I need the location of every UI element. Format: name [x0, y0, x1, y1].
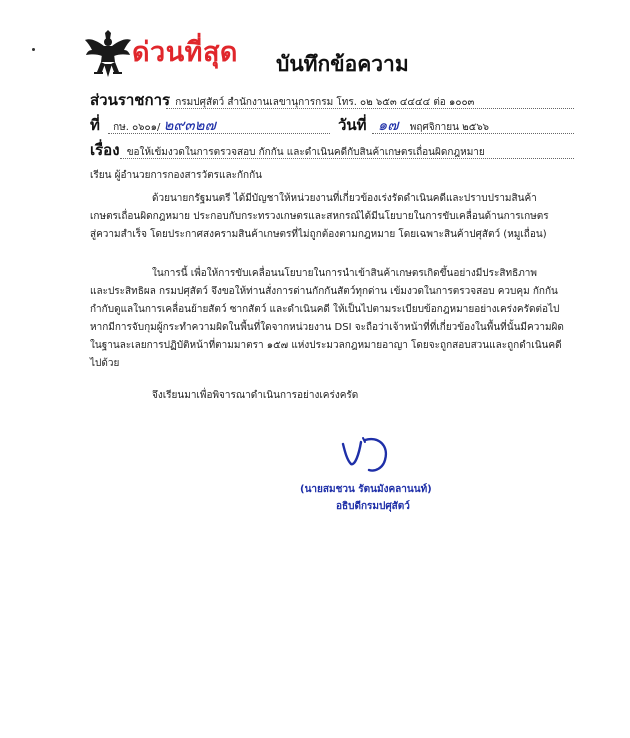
paragraph-1-line: สู่ความสำเร็จ โดยประกาศสงครามสินค้าเกษตรที่ไม่ถูกต้องตามกฎหมาย โดยเฉพาะสินค้าปศุสัตว์ (หมูเถื่อน): [90, 229, 547, 240]
department-dotted-line: [166, 108, 574, 109]
paragraph-2-line: ไปด้วย: [90, 358, 120, 369]
memo-header: [84, 30, 604, 82]
subject-value: ขอให้เข้มงวดในการตรวจสอบ กักกัน และดำเนินคดีกับสินค้าเกษตรเถื่อนผิดกฎหมาย: [126, 147, 485, 158]
reference-row: [90, 115, 216, 135]
paragraph-2: [90, 265, 612, 373]
subject-dotted-line: [120, 158, 574, 159]
subject-row: [90, 140, 485, 160]
salutation: เรียน ผู้อำนวยการกองสารวัตรและกักกัน: [90, 170, 262, 181]
paragraph-2-line: ในการนี้ เพื่อให้การขับเคลื่อนนโยบายในการนำเข้าสินค้าเกษตรเกิดขึ้นอย่างมีประสิทธิภาพ: [152, 268, 537, 279]
urgency-stamp: ด่วนที่สุด: [132, 37, 238, 68]
department-row: [90, 90, 474, 110]
scan-speck: [32, 48, 35, 51]
paragraph-2-line: กำกับดูแลในการเคลื่อนย้ายสัตว์ ซากสัตว์ และดำเนินคดี ให้เป็นไปตามระเบียบข้อกฎหมายอย่างเคร่งครัดต่อไป: [90, 304, 560, 315]
memo-title: บันทึกข้อความ: [276, 52, 409, 76]
date-label: วันที่: [338, 116, 367, 134]
date-dotted-line: [372, 133, 574, 134]
reference-prefix: กษ. ๐๖๐๑/: [113, 122, 161, 133]
paragraph-2-line: ในฐานละเลยการปฏิบัติหน้าที่ตามมาตรา ๑๕๗ แห่งประมวลกฎหมายอาญา โดยจะถูกสอบสวนและถูกดำเนินคดี: [90, 340, 562, 351]
handwritten-signature: [335, 430, 415, 480]
signatory-position: อธิบดีกรมปศุสัตว์: [336, 501, 410, 512]
date-row: [338, 115, 489, 135]
subject-label: เรื่อง: [90, 141, 120, 159]
reference-dotted-line: [108, 133, 330, 134]
paragraph-1: [90, 190, 612, 244]
date-month-year: พฤศจิกายน ๒๕๖๖: [409, 122, 490, 133]
department-label: ส่วนราชการ: [90, 91, 171, 109]
department-value: กรมปศุสัตว์ สำนักงานเลขานุการกรม โทร. ๐๒ ๖๕๓ ๔๔๔๔ ต่อ ๑๐๐๓: [175, 97, 475, 108]
signatory-name: (นายสมชวน รัตนมังคลานนท์): [300, 484, 432, 495]
garuda-emblem-icon: [84, 30, 132, 78]
closing-line: จึงเรียนมาเพื่อพิจารณาดำเนินการอย่างเคร่งครัด: [152, 390, 359, 401]
paragraph-2-line: หากมีการจับกุมผู้กระทำความผิดในพื้นที่ใดจากหน่วยงาน DSI จะถือว่าเจ้าหน้าที่ที่เกี่ยวข้องในพื้นที่นั้นมีความผิด: [90, 322, 564, 333]
reference-label: ที่: [90, 116, 100, 134]
paragraph-2-line: และประสิทธิผล กรมปศุสัตว์ จึงขอให้ท่านสั่งการด่านกักกันสัตว์ทุกด่าน เข้มงวดในการตรวจสอบ ควบคุม กักกัน: [90, 286, 558, 297]
paragraph-1-line: ด้วยนายกรัฐมนตรี ได้มีบัญชาให้หน่วยงานที่เกี่ยวข้องเร่งรัดดำเนินคดีและปราบปรามสินค้า: [152, 193, 537, 204]
date-day: ๑๗: [377, 116, 399, 134]
reference-number: ๒๙๓๒๗: [163, 116, 216, 134]
paragraph-1-line: เกษตรเถื่อนผิดกฎหมาย ประกอบกับกระทรวงเกษตรและสหกรณ์ได้มีนโยบายในการขับเคลื่อนด้านการเกษตร: [90, 211, 549, 222]
